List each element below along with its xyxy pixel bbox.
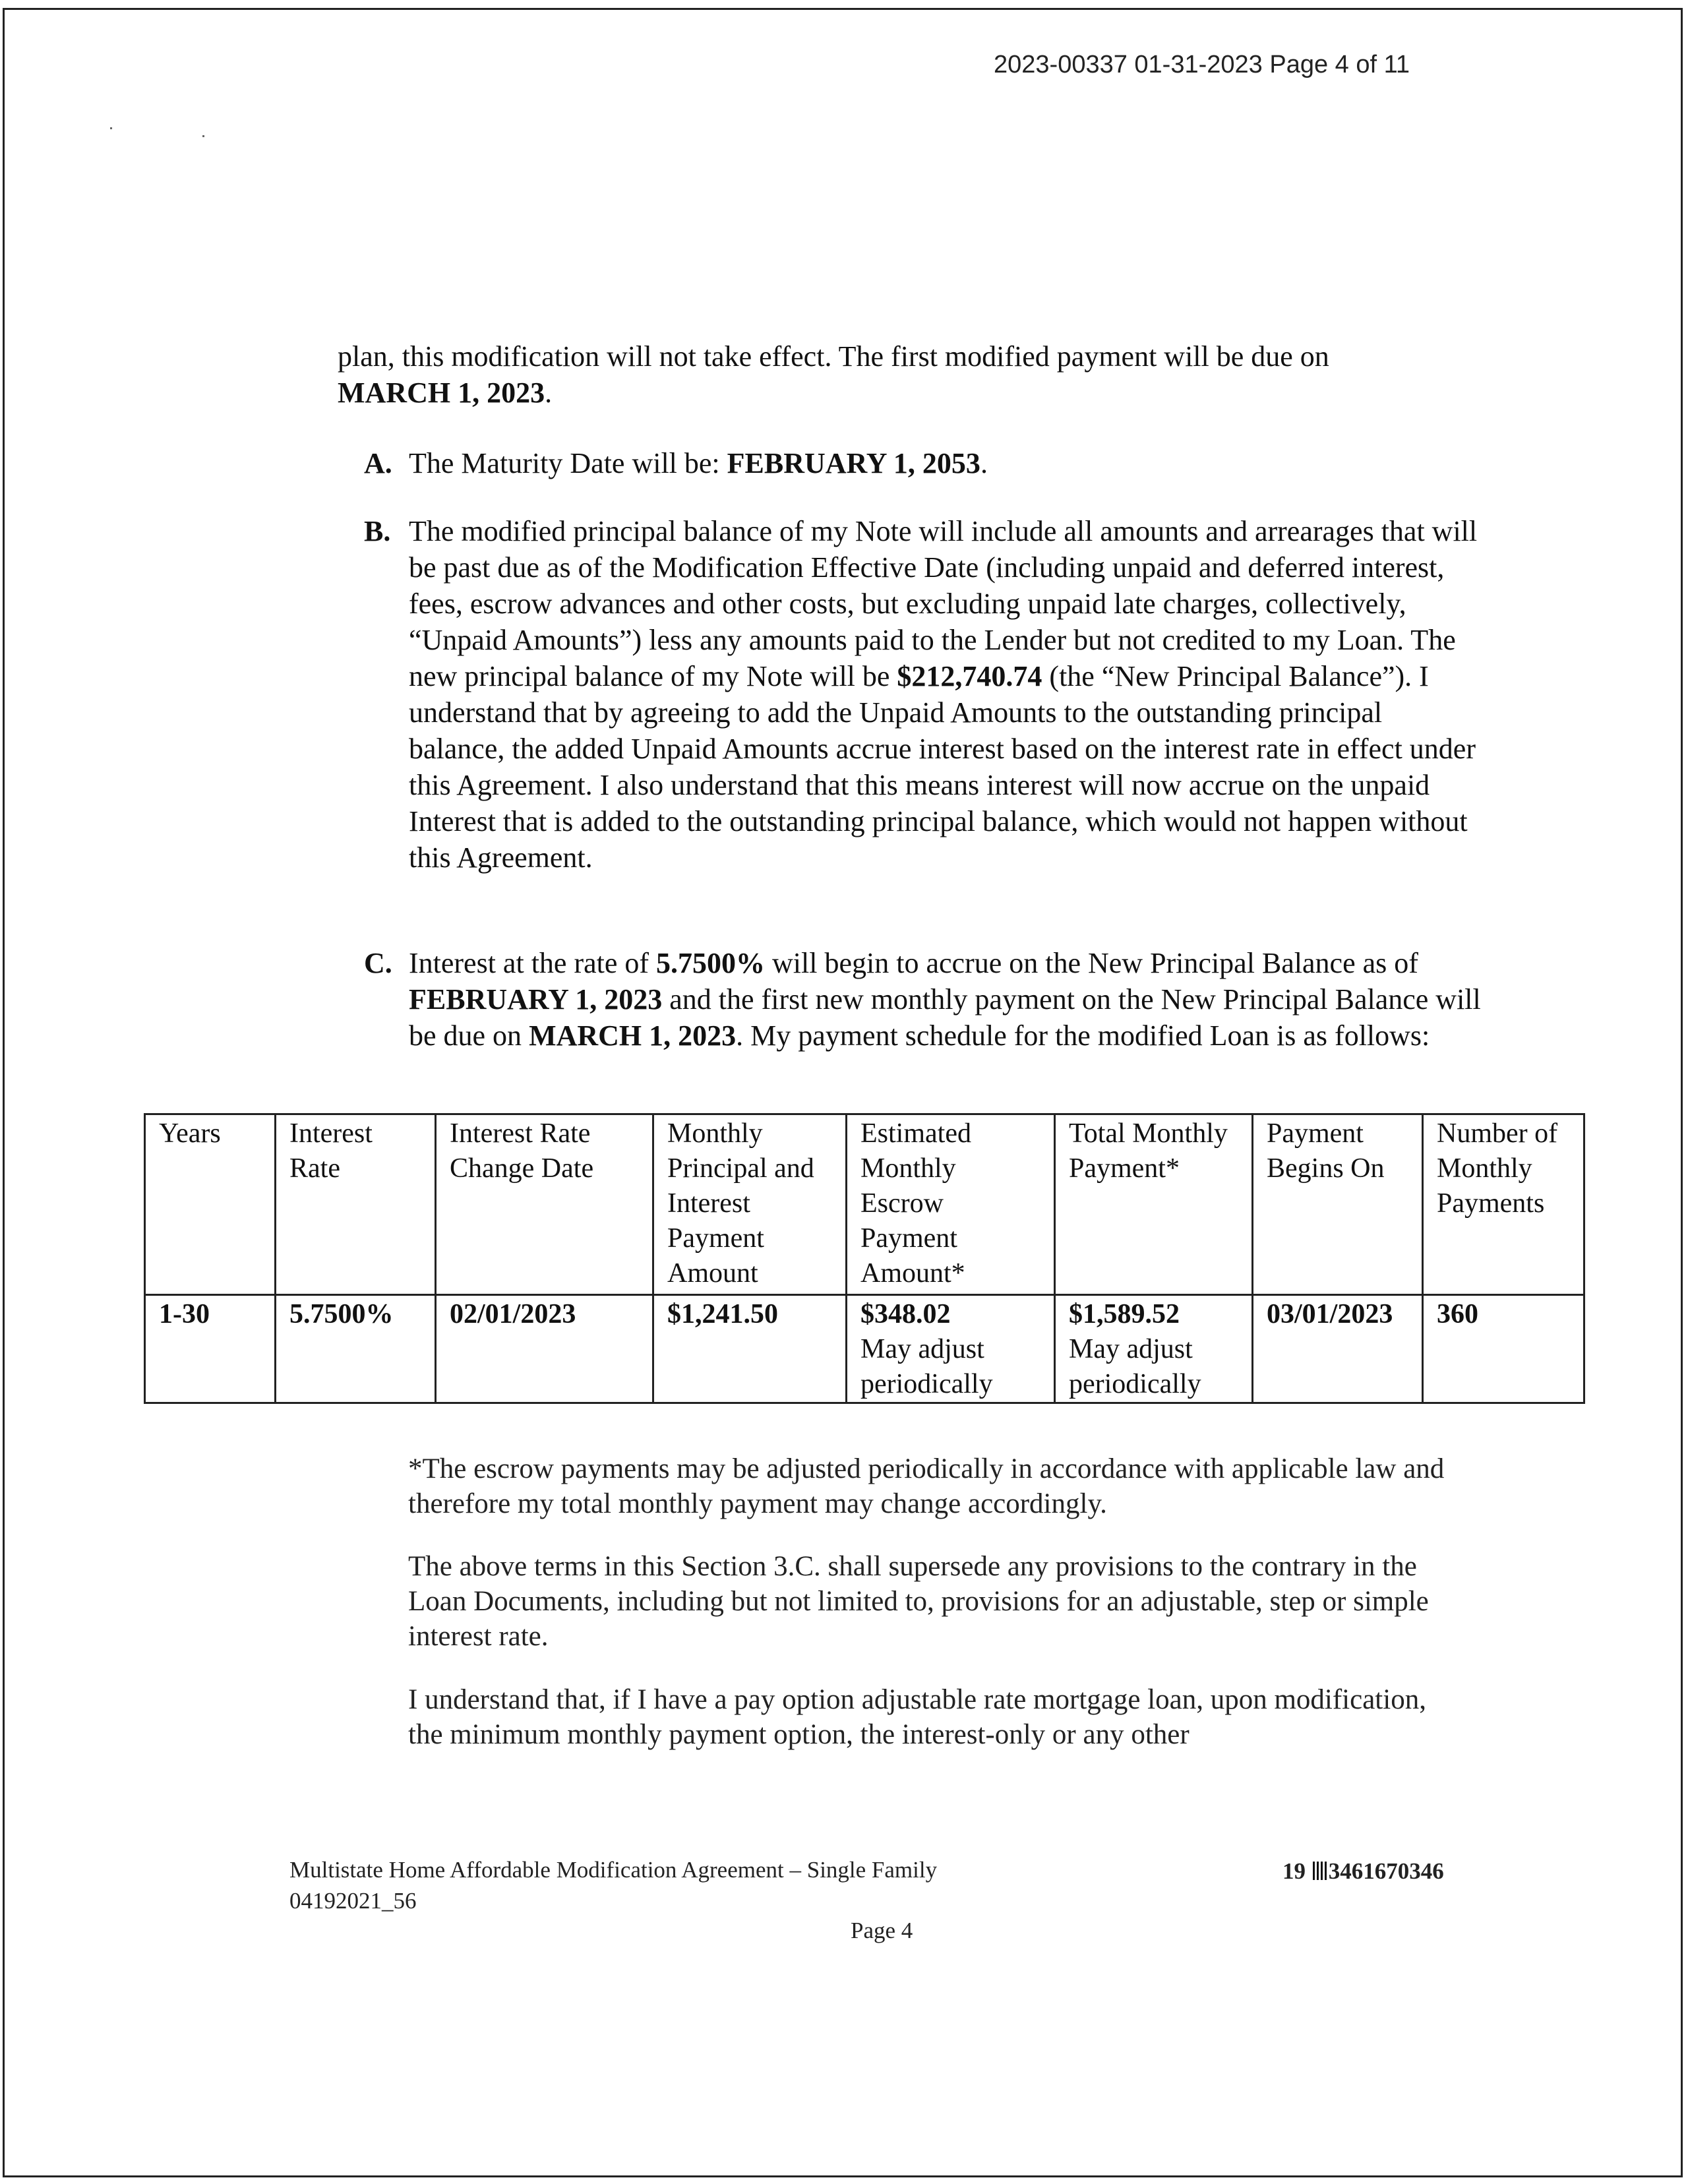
- scan-speck: [202, 135, 204, 137]
- col-header-rate-change-date: Interest Rate Change Date: [436, 1114, 653, 1295]
- item-c-label: C.: [364, 947, 392, 979]
- escrow-amount: $348.02: [860, 1299, 951, 1329]
- footer-page-number: Page 4: [851, 1918, 913, 1943]
- item-c-text-4: . My payment schedule for the modified Loan is as follows:: [736, 1019, 1430, 1052]
- footer-id-prefix: 19: [1282, 1858, 1306, 1884]
- footer-form-name: Multistate Home Affordable Modification Agreement – Single Family 04192021_56: [289, 1857, 938, 1914]
- cell-escrow: [847, 1295, 1055, 1403]
- supersede-paragraph: The above terms in this Section 3.C. shall supersede any provisions to the contrary in the Loan Documents, including but not limited to, provisions for an adjustable, step or simple interest rate.: [408, 1551, 1429, 1652]
- col-header-pi-amount: Monthly Principal and Interest Payment Amount: [653, 1114, 847, 1295]
- escrow-footnote: *The escrow payments may be adjusted periodically in accordance with applicable law and therefore my total monthly payment may change accordingly.: [408, 1453, 1445, 1519]
- item-b-text-2: (the “New Principal Balance”). I understand that by agreeing to add the Unpaid Amounts to the outstanding principal balance, the added Unpaid Amounts accrue interest based on the interest rate in effect under this Agreement. I also understand that this means interest will now accrue on the unpaid Interest that is added to the outstanding principal balance, which would not happen without this Agreement.: [409, 660, 1476, 874]
- footer-id-number: 3461670346: [1328, 1858, 1444, 1884]
- accrual-date: FEBRUARY 1, 2023: [409, 983, 663, 1016]
- intro-text: plan, this modification will not take effect. The first modified payment will be due on: [338, 340, 1329, 373]
- pay-option-paragraph: I understand that, if I have a pay option adjustable rate mortgage loan, upon modification, the minimum monthly payment option, the interest-only or any other: [408, 1684, 1426, 1750]
- item-a-content: [409, 445, 1484, 481]
- new-principal-amount: $212,740.74: [897, 660, 1042, 692]
- item-b-label: B.: [364, 515, 391, 547]
- scan-speck: [110, 127, 112, 129]
- intro-end: .: [545, 377, 553, 409]
- total-note: May adjust periodically: [1069, 1334, 1201, 1399]
- item-b-text-1: The modified principal balance of my Note will include all amounts and arrearages that will be past due as of the Modification Effective Date (including unpaid and deferred interest, fees, escrow advances and other costs, but excluding unpaid late charges, collectively, “Unpaid Amounts”) less any amounts paid to the Lender but not credited to my Loan. The new principal balance of my Note will be: [409, 515, 1478, 692]
- item-a-text: The Maturity Date will be:: [409, 447, 727, 479]
- first-payment-date: MARCH 1, 2023: [338, 377, 545, 409]
- item-a-end: .: [980, 447, 988, 479]
- cell-begins-on: 03/01/2023: [1253, 1295, 1423, 1403]
- barcode-icon: [1313, 1862, 1327, 1880]
- escrow-note: May adjust periodically: [860, 1334, 993, 1399]
- first-new-payment-date: MARCH 1, 2023: [529, 1019, 737, 1052]
- col-header-payment-count: Number of Monthly Payments: [1423, 1114, 1584, 1295]
- cell-change-date: 02/01/2023: [436, 1295, 653, 1403]
- col-header-years: Years: [145, 1114, 276, 1295]
- item-a-label: A.: [364, 447, 392, 479]
- table-row: [145, 1295, 1584, 1403]
- cell-years: 1-30: [145, 1295, 276, 1403]
- col-header-begins-on: Payment Begins On: [1253, 1114, 1423, 1295]
- item-c-content: [409, 945, 1484, 1054]
- footer-loan-id: [1282, 1858, 1444, 1885]
- col-header-interest-rate: Interest Rate: [276, 1114, 436, 1295]
- total-amount: $1,589.52: [1069, 1299, 1180, 1329]
- interest-rate: 5.7500%: [656, 947, 766, 979]
- table-header-row: [145, 1114, 1584, 1295]
- maturity-date: FEBRUARY 1, 2053: [727, 447, 980, 479]
- payment-schedule-table: [144, 1113, 1585, 1404]
- item-c-text-3: and the first new monthly payment on the New Principal Balance will be due on: [409, 983, 1481, 1052]
- cell-pi-amount: $1,241.50: [653, 1295, 847, 1403]
- cell-total: [1055, 1295, 1253, 1403]
- col-header-escrow-amount: Estimated Monthly Escrow Payment Amount*: [847, 1114, 1055, 1295]
- item-c-text-2: will begin to accrue on the New Principal Balance as of: [765, 947, 1418, 979]
- header-stamp: 2023-00337 01-31-2023 Page 4 of 11: [994, 51, 1410, 78]
- intro-paragraph: [338, 338, 1459, 411]
- col-header-total-payment: Total Monthly Payment*: [1055, 1114, 1253, 1295]
- document-page: [3, 8, 1683, 2177]
- cell-interest-rate: 5.7500%: [276, 1295, 436, 1403]
- item-b-content: [409, 513, 1484, 876]
- cell-payment-count: 360: [1423, 1295, 1584, 1403]
- item-c-text-1: Interest at the rate of: [409, 947, 657, 979]
